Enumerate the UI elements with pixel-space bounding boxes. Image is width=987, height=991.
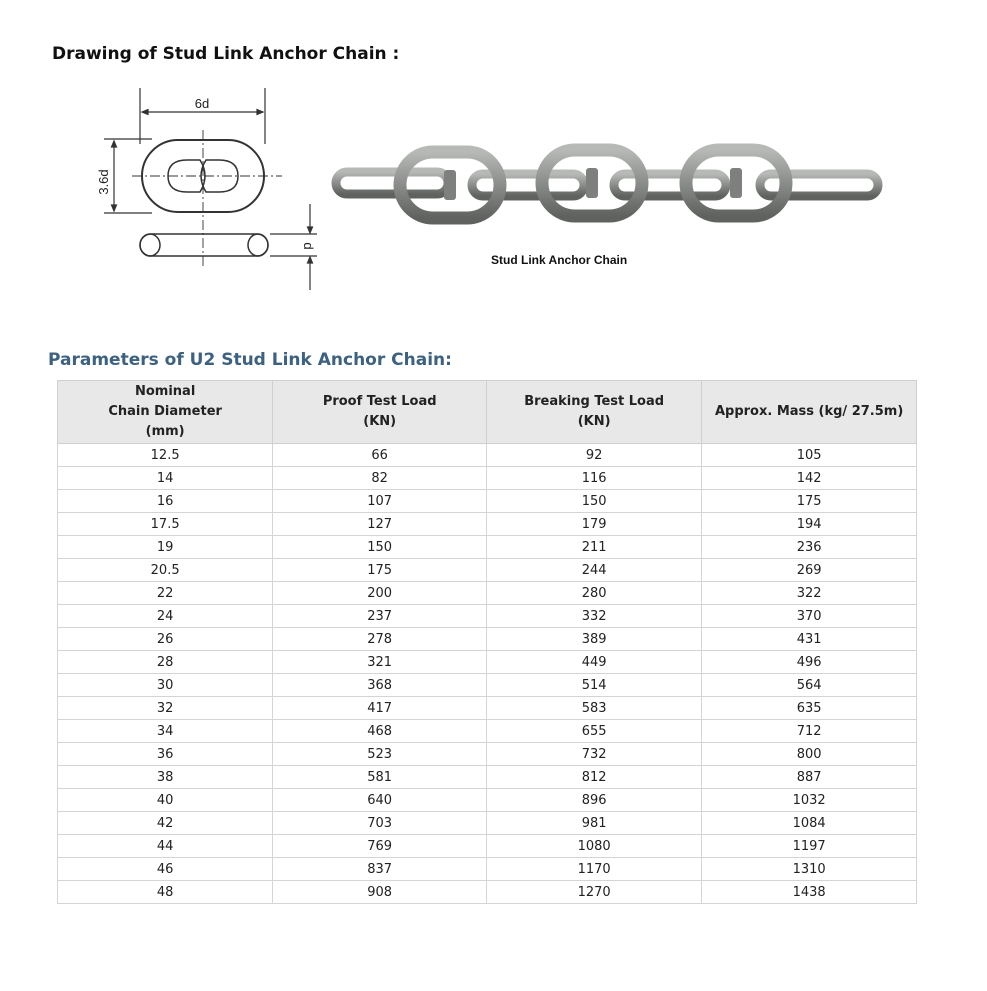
table-row: [58, 536, 917, 559]
table-cell: 523: [273, 743, 487, 766]
table-cell: 278: [273, 628, 487, 651]
chain-photo: [330, 140, 890, 235]
table-cell: 26: [58, 628, 273, 651]
table-cell: 496: [702, 651, 917, 674]
table-row: [58, 881, 917, 904]
header-breaking-test-load: Breaking Test Load (KN): [487, 381, 702, 444]
table-cell: 211: [487, 536, 702, 559]
table-cell: 150: [273, 536, 487, 559]
table-cell: 105: [702, 444, 917, 467]
header-nominal-diameter: Nominal Chain Diameter (mm): [58, 381, 273, 444]
table-cell: 175: [702, 490, 917, 513]
table-body: [58, 444, 917, 904]
table-cell: 22: [58, 582, 273, 605]
table-cell: 769: [273, 835, 487, 858]
table-cell: 514: [487, 674, 702, 697]
table-header-row: [58, 381, 917, 444]
table-cell: 16: [58, 490, 273, 513]
table-cell: 887: [702, 766, 917, 789]
table-cell: 322: [702, 582, 917, 605]
table-cell: 280: [487, 582, 702, 605]
table-cell: 12.5: [58, 444, 273, 467]
table-row: [58, 559, 917, 582]
table-cell: 1270: [487, 881, 702, 904]
table-row: [58, 444, 917, 467]
table-cell: 1170: [487, 858, 702, 881]
table-cell: 712: [702, 720, 917, 743]
table-row: [58, 628, 917, 651]
table-cell: 908: [273, 881, 487, 904]
table-cell: 1032: [702, 789, 917, 812]
table-cell: 150: [487, 490, 702, 513]
table-cell: 321: [273, 651, 487, 674]
table-cell: 1438: [702, 881, 917, 904]
table-cell: 179: [487, 513, 702, 536]
table-row: [58, 720, 917, 743]
table-cell: 36: [58, 743, 273, 766]
table-cell: 468: [273, 720, 487, 743]
height-label: 3.6d: [96, 169, 111, 195]
header-approx-mass: Approx. Mass (kg/ 27.5m): [702, 381, 917, 444]
table-cell: 66: [273, 444, 487, 467]
table-cell: 655: [487, 720, 702, 743]
table-row: [58, 674, 917, 697]
params-title: Parameters of U2 Stud Link Anchor Chain:: [48, 350, 452, 370]
table-row: [58, 789, 917, 812]
table-cell: 200: [273, 582, 487, 605]
table-cell: 82: [273, 467, 487, 490]
parameters-table: [57, 380, 917, 904]
table-row: [58, 858, 917, 881]
table-cell: 175: [273, 559, 487, 582]
stud-link-drawing: [92, 84, 332, 298]
table-cell: 32: [58, 697, 273, 720]
table-row: [58, 651, 917, 674]
table-cell: 17.5: [58, 513, 273, 536]
table-cell: 389: [487, 628, 702, 651]
table-row: [58, 490, 917, 513]
table-cell: 1310: [702, 858, 917, 881]
table-cell: 981: [487, 812, 702, 835]
photo-caption: Stud Link Anchor Chain: [491, 253, 628, 267]
table-cell: 837: [273, 858, 487, 881]
table-row: [58, 582, 917, 605]
table-cell: 1080: [487, 835, 702, 858]
drawing-title: Drawing of Stud Link Anchor Chain :: [52, 44, 400, 64]
table-cell: 581: [273, 766, 487, 789]
table-cell: 142: [702, 467, 917, 490]
table-cell: 237: [273, 605, 487, 628]
table-cell: 370: [702, 605, 917, 628]
table-cell: 20.5: [58, 559, 273, 582]
table-cell: 14: [58, 467, 273, 490]
table-cell: 449: [487, 651, 702, 674]
table-cell: 46: [58, 858, 273, 881]
table-cell: 431: [702, 628, 917, 651]
table-cell: 703: [273, 812, 487, 835]
table-row: [58, 467, 917, 490]
table-cell: 116: [487, 467, 702, 490]
table-cell: 635: [702, 697, 917, 720]
table-cell: 417: [273, 697, 487, 720]
table-cell: 107: [273, 490, 487, 513]
table-cell: 368: [273, 674, 487, 697]
table-cell: 42: [58, 812, 273, 835]
width-label: 6d: [194, 96, 210, 111]
table-cell: 332: [487, 605, 702, 628]
table-cell: 244: [487, 559, 702, 582]
table-row: [58, 812, 917, 835]
table-cell: 24: [58, 605, 273, 628]
table-cell: 1197: [702, 835, 917, 858]
table-cell: 800: [702, 743, 917, 766]
table-cell: 896: [487, 789, 702, 812]
table-cell: 38: [58, 766, 273, 789]
table-cell: 1084: [702, 812, 917, 835]
table-cell: 28: [58, 651, 273, 674]
table-cell: 92: [487, 444, 702, 467]
table-row: [58, 743, 917, 766]
table-row: [58, 513, 917, 536]
table-cell: 40: [58, 789, 273, 812]
table-cell: 44: [58, 835, 273, 858]
table-cell: 194: [702, 513, 917, 536]
header-proof-test-load: Proof Test Load (KN): [273, 381, 487, 444]
table-cell: 812: [487, 766, 702, 789]
table-cell: 34: [58, 720, 273, 743]
table-cell: 583: [487, 697, 702, 720]
table-cell: 236: [702, 536, 917, 559]
table-row: [58, 697, 917, 720]
table-cell: 19: [58, 536, 273, 559]
table-cell: 48: [58, 881, 273, 904]
table-row: [58, 835, 917, 858]
table-cell: 732: [487, 743, 702, 766]
table-row: [58, 766, 917, 789]
table-cell: 564: [702, 674, 917, 697]
table-cell: 127: [273, 513, 487, 536]
table-cell: 640: [273, 789, 487, 812]
table-cell: 269: [702, 559, 917, 582]
table-cell: 30: [58, 674, 273, 697]
diameter-label: d: [301, 242, 316, 250]
table-row: [58, 605, 917, 628]
